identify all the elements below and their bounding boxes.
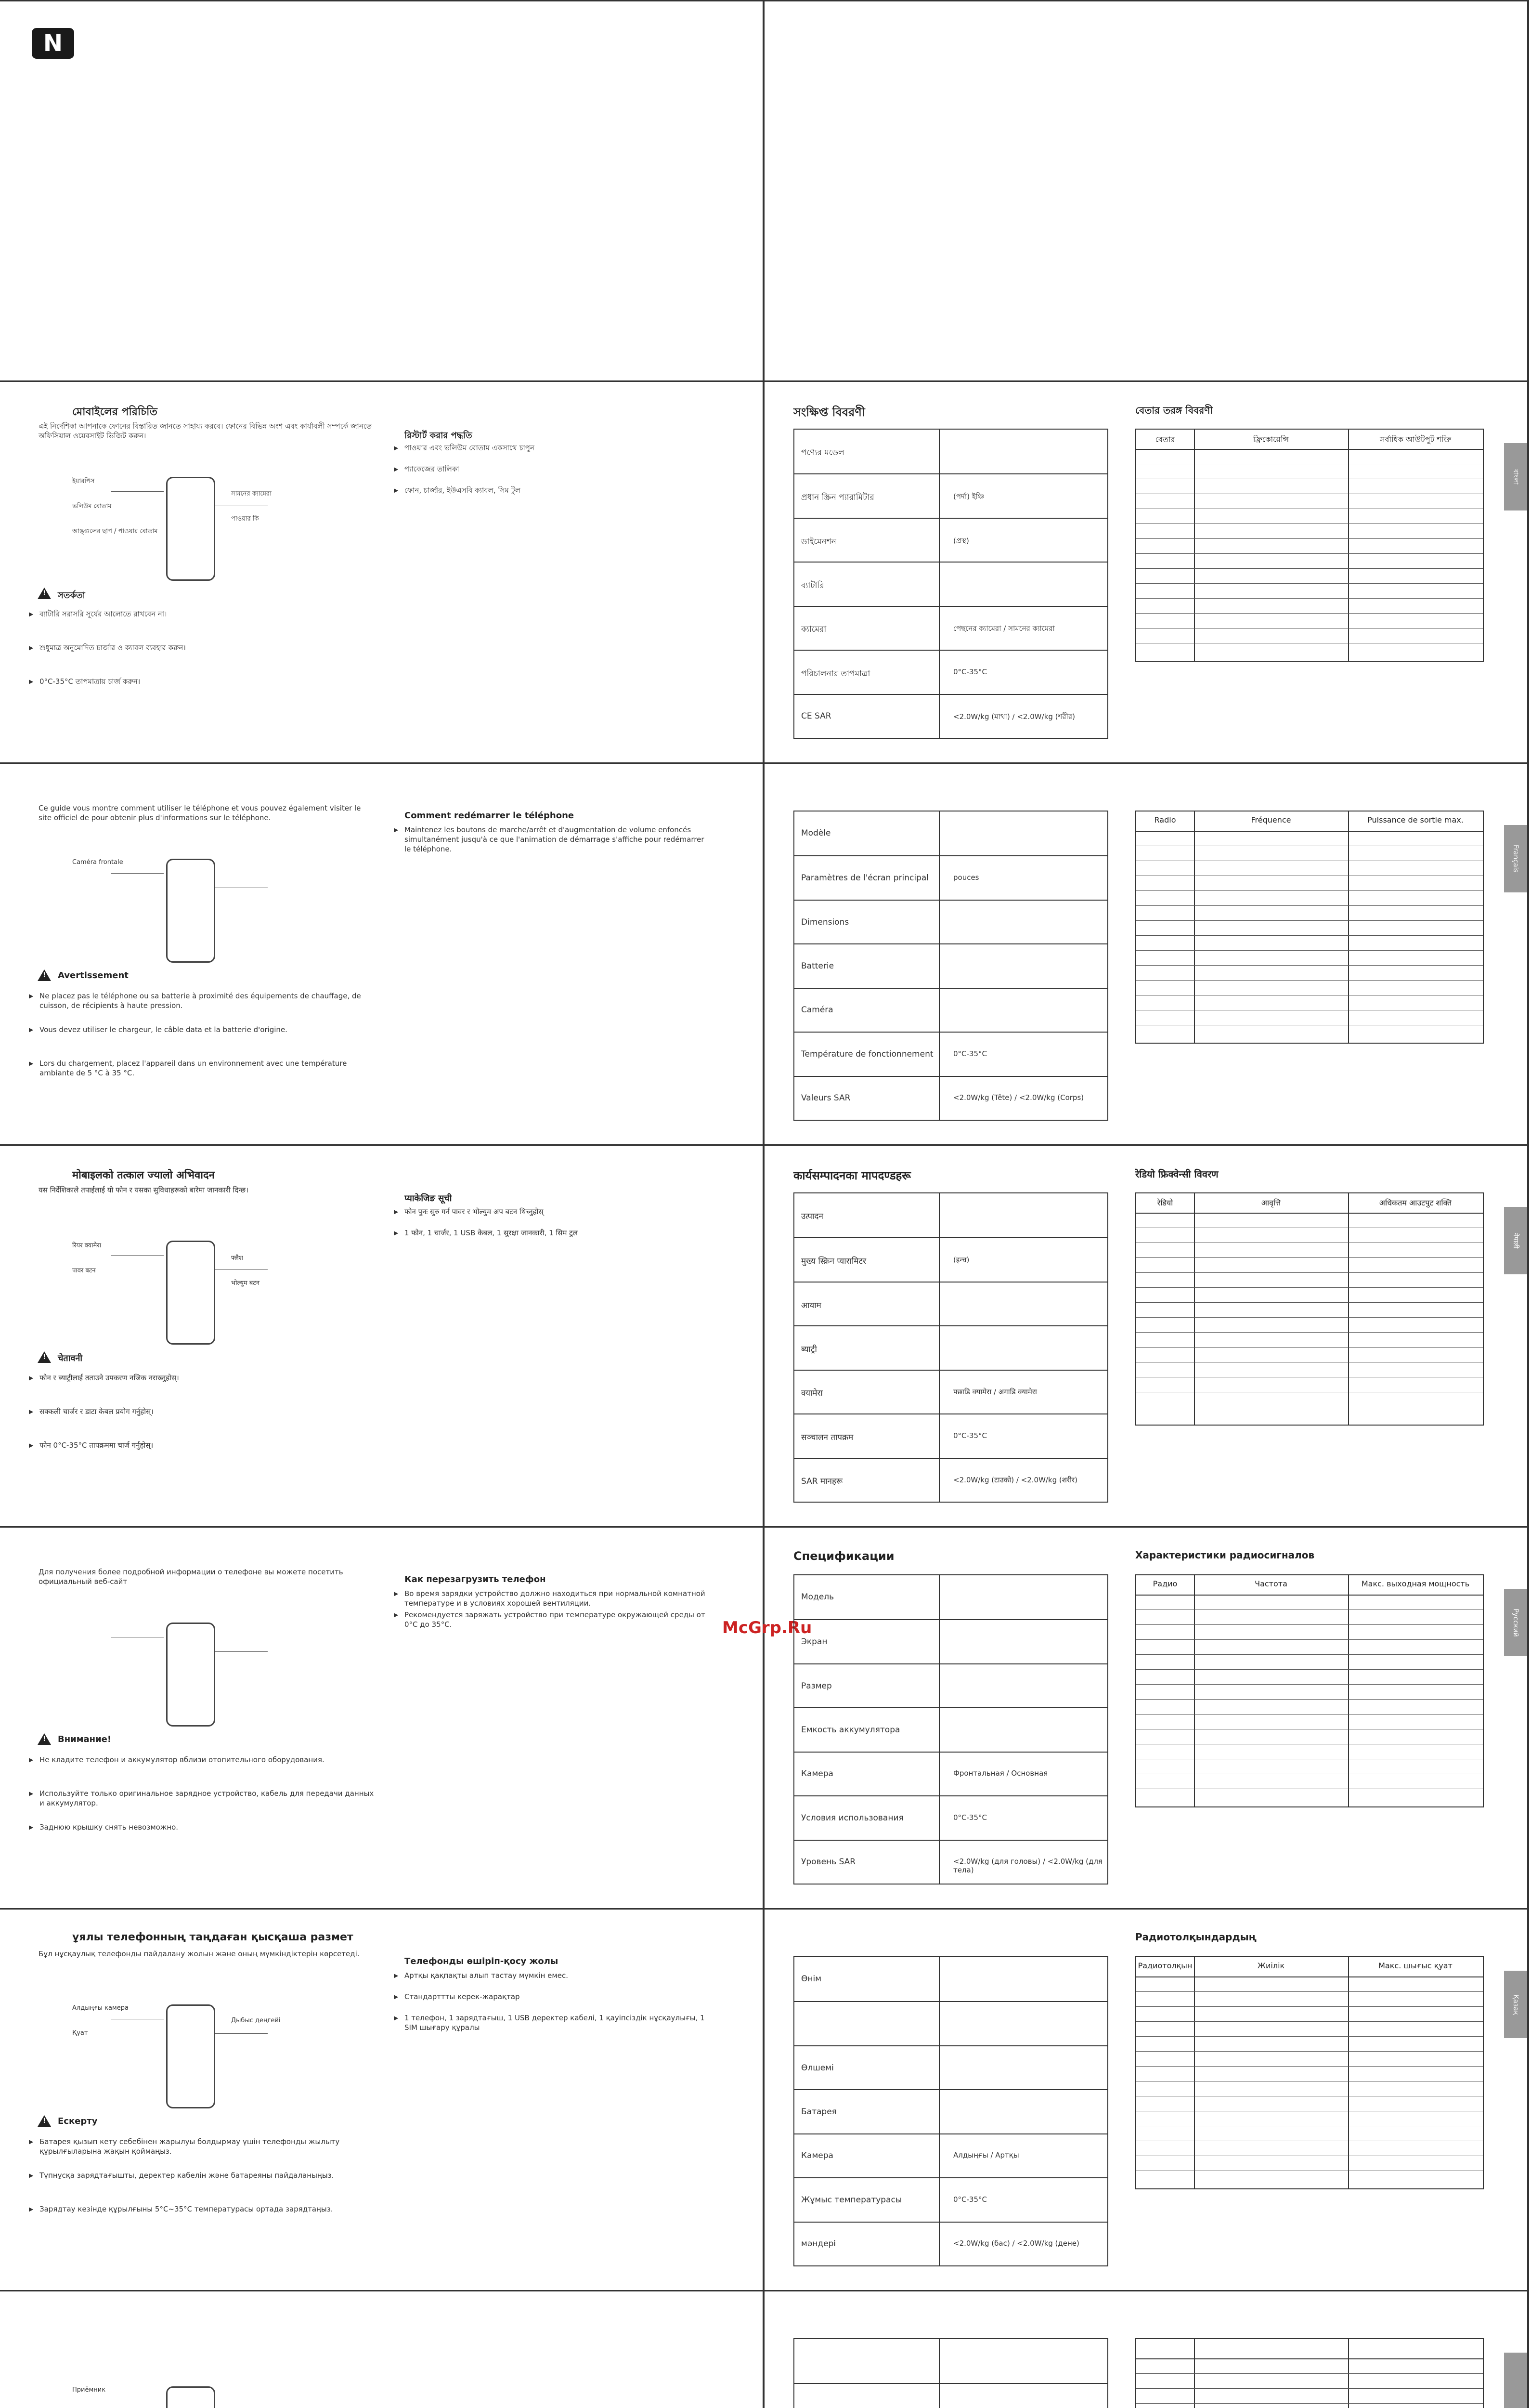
intro-panel — [0, 1526, 763, 1908]
rf-table — [1135, 2338, 1484, 2408]
rf-row — [1136, 965, 1483, 966]
callout-leader — [111, 873, 164, 874]
spec-row — [794, 900, 1107, 944]
spec-table — [793, 429, 1108, 739]
callout-label: Дыбыс деңгейі — [231, 2017, 281, 2024]
warning-bullet: ▶ ব্যাটারি সরাসরি সূর্যের আলোতে রাখবেন না। — [39, 609, 376, 619]
rf-row — [1136, 2403, 1483, 2404]
callout-label: Приёмник — [72, 2386, 106, 2394]
spec-row — [794, 606, 1107, 651]
spec-label: Модель — [801, 1592, 834, 1602]
warning-bullet: ▶ Lors du chargement, placez l'appareil dans un environnement avec une température ambiante de 5 °C à 35 °C. — [39, 1059, 376, 1078]
warning-icon — [38, 2115, 51, 2127]
section-heading: ұялы телефонның таңдаған қысқаша размет — [72, 1931, 353, 1943]
spec-divider — [939, 1957, 940, 2265]
spec-divider — [939, 2339, 940, 2408]
spec-label: क्यामेरा — [801, 1388, 823, 1399]
spec-label: Камера — [801, 1769, 833, 1779]
spec-row — [794, 1840, 1107, 1885]
spec-label: आयाम — [801, 1300, 821, 1310]
rf-column-divider — [1194, 1575, 1195, 1806]
callout-leader — [215, 2033, 268, 2034]
warning-bullet: ▶ শুধুমাত্র অনুমোদিত চার্জার ও ক্যাবল ব্যবহার করুন। — [39, 643, 376, 653]
rf-column-divider — [1348, 1957, 1349, 2188]
rf-column-divider — [1194, 430, 1195, 661]
callout-label: সামনের ক্যামেরা — [231, 490, 272, 497]
phone-illustration — [166, 2004, 215, 2108]
spec-label: SAR मानहरू — [801, 1477, 843, 1487]
restart-line: ▶ Артқы қақпақты алып тастау мүмкін емес. — [404, 1971, 713, 1980]
spec-value: 0°C-35°C — [953, 1431, 987, 1440]
intro-text: এই নির্দেশিকা আপনাকে ফোনের বিস্তারিত জানতে সাহায্য করবে। ফোনের বিভিন্ন অংশ এবং কার্যাবলী সম্পর্কে জানতে অফিসিয়াল ওয়েবসাইট ভিজিট করুন। — [39, 422, 372, 440]
section-heading: मोबाइलको तत्काल ज्यालो अभिवादन — [72, 1169, 215, 1181]
spec-row — [794, 1325, 1107, 1370]
restart-title: Как перезагрузить телефон — [404, 1574, 546, 1584]
spec-row — [794, 473, 1107, 518]
callout-label: পাওয়ার কি — [231, 515, 259, 523]
rf-table — [1135, 1956, 1484, 2189]
warning-bullet: ▶ Заднюю крышку снять невозможно. — [39, 1822, 376, 1832]
restart-line: ▶ 1 फोन, 1 चार्जर, 1 USB केबल, 1 सुरक्षा जानकारी, 1 सिम टुल — [404, 1228, 713, 1238]
spec-value: <2.0W/kg (Tête) / <2.0W/kg (Corps) — [953, 1093, 1084, 1102]
spec-label: Размер — [801, 1681, 832, 1691]
rf-row — [1136, 2021, 1483, 2022]
restart-line: ▶ পাওয়ার এবং ভলিউম বোতাম একসাথে চাপুন — [404, 443, 713, 453]
spec-table — [793, 1192, 1108, 1503]
spec-label: Température de fonctionnement — [801, 1049, 934, 1059]
rf-column-header: Макс. шығыс қуат — [1378, 1961, 1453, 1970]
rf-table — [1135, 1574, 1484, 1807]
spec-panel — [765, 2290, 1527, 2408]
language-tab[interactable]: Қазақ — [1504, 1971, 1527, 2038]
rf-row — [1136, 905, 1483, 906]
rf-row — [1136, 2388, 1483, 2389]
rf-row — [1136, 1639, 1483, 1640]
spec-row — [794, 1575, 1107, 1619]
rf-row — [1136, 1669, 1483, 1670]
rf-column-divider — [1194, 1193, 1195, 1425]
warning-bullet: ▶ Зарядтау кезінде құрылғыны 5°C~35°C температурасы ортада зарядтаңыз. — [39, 2204, 376, 2214]
rf-row — [1136, 1684, 1483, 1685]
spec-label: Caméra — [801, 1005, 833, 1015]
rf-title: रेडियो फ्रिक्वेन्सी विवरण — [1135, 1168, 1219, 1180]
rf-row — [1136, 1699, 1483, 1700]
spec-row — [794, 1282, 1107, 1326]
spec-label: мәндері — [801, 2239, 836, 2249]
rf-column-header: ফ্রিকোয়েন্সি — [1253, 435, 1289, 444]
rf-row — [1136, 1257, 1483, 1258]
rf-column-header: आवृत्ति — [1261, 1198, 1281, 1207]
spec-row — [794, 1707, 1107, 1752]
warning-icon — [38, 1351, 51, 1363]
rf-header — [1136, 430, 1483, 450]
callout-label: रियर क्यामेरा — [72, 1242, 101, 1249]
spec-value: Алдыңғы / Артқы — [953, 2151, 1019, 2160]
restart-line: ▶ Во время зарядки устройство должно находиться при нормальной комнатной температуре и в условиях хорошей вентиляции. — [404, 1589, 713, 1608]
restart-line: ▶ फोन पुनः सुरु गर्न पावर र भोल्युम अप बटन थिच्नुहोस् — [404, 1207, 713, 1217]
rf-table — [1135, 1192, 1484, 1426]
language-tab[interactable]: नेपाली — [1504, 1207, 1527, 1274]
spec-label: Жұмыс температурасы — [801, 2195, 902, 2205]
rf-column-divider — [1194, 811, 1195, 1043]
warning-title: Внимание! — [58, 1734, 112, 1744]
spec-row — [794, 2383, 1107, 2408]
spec-label: Уровень SAR — [801, 1857, 856, 1867]
spec-table — [793, 811, 1108, 1121]
restart-title: Телефонды өшіріп-қосу жолы — [404, 1956, 558, 1966]
phone-illustration — [166, 477, 215, 581]
spec-panel — [765, 380, 1527, 762]
spec-label: প্রধান স্ক্রিন প্যারামিটার — [801, 493, 874, 503]
warning-bullet: ▶ Түпнұсқа зарядтағышты, деректер кабелін және батареяны пайдаланыңыз. — [39, 2171, 376, 2180]
rf-table — [1135, 811, 1484, 1044]
rf-column-header: সর্বাধিক আউটপুট শক্তি — [1379, 435, 1452, 444]
spec-label: Dimensions — [801, 917, 849, 927]
spec-label: Батарея — [801, 2107, 837, 2117]
intro-text: Для получения более подробной информации о телефоне вы можете посетить официальный веб-сайт — [39, 1568, 343, 1586]
rf-column-header: Radio — [1154, 815, 1176, 824]
spec-value: <2.0W/kg (для головы) / <2.0W/kg (для тела) — [953, 1857, 1103, 1875]
spec-row — [794, 811, 1107, 855]
intro-panel — [0, 762, 763, 1144]
restart-line: ▶ ফোন, চার্জার, ইউএসবি ক্যাবল, সিম টুল — [404, 485, 713, 495]
rf-row — [1136, 2051, 1483, 2052]
spec-row — [794, 855, 1107, 900]
callout-label: ভলিউম বোতাম — [72, 503, 112, 510]
spec-title: Спецификации — [793, 1549, 895, 1563]
rf-row — [1136, 1991, 1483, 1992]
restart-line: ▶ Maintenez les boutons de marche/arrêt et d'augmentation de volume enfoncés simultanément jusqu'à ce que l'animation de démarrage s'affiche pour redémarrer le téléphone. — [404, 825, 713, 854]
section-heading: মোবাইলের পরিচিতি — [72, 406, 157, 418]
spec-table — [793, 1956, 1108, 2266]
rf-row — [1136, 890, 1483, 891]
warning-bullet: ▶ फोन र ब्याट्रीलाई तताउने उपकरण नजिक नराख्नुहोस्। — [39, 1373, 376, 1383]
phone-illustration — [166, 1241, 215, 1345]
spec-table — [793, 2338, 1108, 2408]
rf-row — [1136, 613, 1483, 614]
spec-row — [794, 2001, 1107, 2046]
spec-value: <2.0W/kg (бас) / <2.0W/kg (дене) — [953, 2239, 1079, 2248]
spec-label: Условия использования — [801, 1813, 904, 1823]
spec-label: सञ्चालन तापक्रम — [801, 1432, 854, 1442]
callout-label: আঙ্গুলের ছাপ / পাওয়ার বোতাম — [72, 528, 158, 535]
language-tab[interactable]: Français — [1504, 825, 1527, 892]
rf-column-divider — [1348, 1193, 1349, 1425]
language-tab[interactable]: বাংলা — [1504, 443, 1527, 510]
warning-icon — [38, 1733, 51, 1745]
warning-bullet: ▶ सक्कली चार्जर र डाटा केबल प्रयोग गर्नुहोस्। — [39, 1407, 376, 1416]
spec-row — [794, 1032, 1107, 1076]
spec-label: Экран — [801, 1637, 828, 1647]
rf-row — [1136, 1272, 1483, 1273]
spec-row — [794, 1193, 1107, 1237]
spec-panel — [765, 1144, 1527, 1526]
warning-bullet: ▶ Не кладите телефон и аккумулятор вблизи отопительного оборудования. — [39, 1755, 376, 1765]
spec-value: পেছনের ক্যামেরা / সামনের ক্যামেরা — [953, 624, 1055, 633]
spec-row — [794, 1752, 1107, 1796]
intro-panel — [0, 2290, 763, 2408]
rf-column-header: Макс. выходная мощность — [1361, 1579, 1470, 1588]
spec-divider — [939, 811, 940, 1120]
fold-line — [0, 0, 1527, 1]
rf-row — [1136, 538, 1483, 539]
rf-header — [1136, 2339, 1483, 2359]
rf-title: Характеристики радиосигналов — [1135, 1549, 1315, 1561]
rf-column-header: अधिकतम आउटपुट शक्ति — [1379, 1198, 1452, 1207]
rf-column-divider — [1194, 1957, 1195, 2188]
callout-label: फ्लैश — [231, 1255, 243, 1262]
spec-panel — [765, 1526, 1527, 1908]
rf-column-header: Puissance de sortie max. — [1367, 815, 1464, 824]
spec-label: ब्याट्री — [801, 1344, 817, 1354]
spec-row — [794, 2222, 1107, 2266]
nfc-icon: N — [32, 28, 74, 59]
spec-row — [794, 2133, 1107, 2178]
restart-line: ▶ প্যাকেজের তালিকা — [404, 464, 713, 474]
spec-label: ক্যামেরা — [801, 625, 827, 635]
rf-row — [1136, 1347, 1483, 1348]
rf-column-header: Радиотолқын — [1138, 1961, 1193, 1970]
spec-label: ডাইমেনশন — [801, 537, 836, 547]
intro-panel — [0, 380, 763, 762]
rf-row — [1136, 583, 1483, 584]
watermark: McGrp.Ru — [722, 1618, 812, 1637]
spec-divider — [939, 430, 940, 738]
rf-row — [1136, 568, 1483, 569]
rf-row — [1136, 1287, 1483, 1288]
intro-panel — [0, 1908, 763, 2290]
spec-table — [793, 1574, 1108, 1885]
rf-row — [1136, 1624, 1483, 1625]
rf-row — [1136, 2006, 1483, 2007]
spec-value: <2.0W/kg (टाउको) / <2.0W/kg (शरीर) — [953, 1476, 1077, 1485]
warning-title: সতর্কতা — [58, 590, 85, 601]
spec-row — [794, 1957, 1107, 2001]
warning-icon — [38, 588, 51, 599]
spec-title: कार्यसम्पादनका मापदण्डहरू — [793, 1169, 911, 1182]
spec-label: ব্যাটারি — [801, 580, 824, 590]
rf-row — [1136, 920, 1483, 921]
rf-column-header: Радио — [1153, 1579, 1178, 1588]
spec-row — [794, 2339, 1107, 2383]
spec-label: Batterie — [801, 961, 834, 971]
rf-column-header: বেতার — [1155, 435, 1175, 444]
spec-row — [794, 2177, 1107, 2222]
callout-label: Қуат — [72, 2029, 88, 2037]
restart-title: प्याकेजिङ सूची — [404, 1193, 452, 1204]
spec-label: Valeurs SAR — [801, 1093, 851, 1103]
spec-row — [794, 2045, 1107, 2090]
phone-illustration — [166, 859, 215, 963]
warning-bullet: ▶ Ne placez pas le téléphone ou sa batterie à proximité des équipements de chauffage, de cuisson, de récipients à haute pression. — [39, 991, 376, 1010]
spec-panel — [765, 1908, 1527, 2290]
restart-title: রিস্টার্ট করার পদ্ধতি — [404, 431, 472, 441]
intro-text: यस निर्देशिकाले तपाईंलाई यो फोन र यसका सुविधाहरूको बारेमा जानकारी दिन्छ। — [39, 1186, 248, 1194]
spec-label: Камера — [801, 2151, 833, 2161]
spec-row — [794, 2089, 1107, 2134]
callout-leader — [111, 1255, 164, 1256]
spec-row — [794, 430, 1107, 473]
spec-row — [794, 1413, 1107, 1458]
spec-row — [794, 518, 1107, 563]
phone-illustration — [166, 2386, 215, 2408]
restart-line: ▶ Стандарттты керек-жарақтар — [404, 1992, 713, 2002]
spec-divider — [939, 1575, 940, 1884]
rf-title: বেতার তরঙ্গ বিবরণী — [1135, 405, 1213, 416]
spec-label: मुख्य स्क्रिन प्यारामिटर — [801, 1256, 867, 1267]
rf-column-header: Fréquence — [1251, 815, 1291, 824]
spec-label: Өлшемі — [801, 2063, 834, 2073]
rf-header — [1136, 1957, 1483, 1977]
rf-title: Радиотолқындардың — [1135, 1931, 1257, 1943]
language-tab[interactable]: Русский — [1504, 1589, 1527, 1656]
intro-panel — [0, 1144, 763, 1526]
rf-row — [1136, 2036, 1483, 2037]
warning-bullet: ▶ Используйте только оригинальное зарядное устройство, кабель для передачи данных и аккумулятор. — [39, 1789, 376, 1808]
spec-row — [794, 694, 1107, 739]
warning-title: Avertissement — [58, 970, 129, 981]
callout-leader — [215, 1651, 268, 1652]
spec-label: CE SAR — [801, 711, 831, 721]
spec-value: Фронтальная / Основная — [953, 1769, 1048, 1778]
rf-header — [1136, 1193, 1483, 1214]
warning-title: चेतावनी — [58, 1353, 83, 1363]
spec-value: 0°C-35°C — [953, 667, 987, 676]
spec-row — [794, 1237, 1107, 1282]
restart-title: Comment redémarrer le téléphone — [404, 811, 574, 821]
rf-table — [1135, 429, 1484, 662]
spec-label: Modèle — [801, 828, 831, 838]
rf-row — [1136, 523, 1483, 524]
rf-row — [1136, 1332, 1483, 1333]
rf-row — [1136, 935, 1483, 936]
spec-row — [794, 1370, 1107, 1414]
rf-header — [1136, 811, 1483, 832]
phone-illustration — [166, 1623, 215, 1727]
rf-row — [1136, 1302, 1483, 1303]
spec-row — [794, 1076, 1107, 1121]
rf-row — [1136, 980, 1483, 981]
spec-value: पछाडि क्यामेरा / अगाडि क्यामेरा — [953, 1387, 1037, 1397]
spec-label: পরিচালনার তাপমাত্রা — [801, 668, 870, 679]
spec-label: পণ্যের মডেল — [801, 447, 844, 458]
rf-row — [1136, 950, 1483, 951]
rf-header — [1136, 1575, 1483, 1596]
spec-label: Өнім — [801, 1974, 822, 1984]
rf-row — [1136, 598, 1483, 599]
rf-column-divider — [1348, 811, 1349, 1043]
spec-value: (इन्च) — [953, 1256, 970, 1265]
spec-row — [794, 1663, 1107, 1708]
spec-value: 0°C-35°C — [953, 2195, 987, 2204]
callout-leader — [215, 1269, 268, 1270]
rf-row — [1136, 1654, 1483, 1655]
callout-label: Алдыңғы камера — [72, 2004, 129, 2012]
restart-line: ▶ Рекомендуется заряжать устройство при температуре окружающей среды от 0°C до 35°C. — [404, 1610, 713, 1629]
spec-row — [794, 943, 1107, 988]
spec-value: <2.0W/kg (মাথা) / <2.0W/kg (শরীর) — [953, 712, 1075, 721]
spec-row — [794, 562, 1107, 606]
spec-row — [794, 650, 1107, 694]
spec-title: সংক্ষিপ্ত বিবরণী — [793, 406, 865, 419]
callout-label: ইয়ারপিস — [72, 478, 95, 485]
intro-text: Ce guide vous montre comment utiliser le téléphone et vous pouvez également visiter le site officiel de pour obtenir plus d'informations sur le téléphone. — [39, 804, 361, 822]
rf-column-header: रेडियो — [1157, 1198, 1173, 1207]
rf-column-header: Жиілік — [1257, 1961, 1285, 1970]
spec-row — [794, 1795, 1107, 1840]
spec-label: उत्पादन — [801, 1211, 823, 1221]
warning-bullet: ▶ Батарея қызып кету себебінен жарылуы болдырмау үшін телефонды жылыту құрылғыларына жақын қоймаңыз. — [39, 2137, 376, 2156]
spec-label: Paramètres de l'écran principal — [801, 873, 929, 883]
spec-row — [794, 1458, 1107, 1503]
language-tab[interactable] — [1504, 2353, 1527, 2408]
spec-panel — [765, 762, 1527, 1144]
callout-label: पावर बटन — [72, 1267, 96, 1274]
rf-column-divider — [1348, 430, 1349, 661]
spec-row — [794, 1619, 1107, 1664]
warning-bullet: ▶ फोन 0°C-35°C तापक्रममा चार्ज गर्नुहोस्। — [39, 1440, 376, 1450]
spec-value: 0°C-35°C — [953, 1813, 987, 1822]
callout-label: Caméra frontale — [72, 859, 123, 866]
spec-value: (প্রস্থ) — [953, 536, 969, 545]
callout-label: भोल्युम बटन — [231, 1280, 260, 1287]
callout-leader — [111, 491, 164, 492]
spec-value: pouces — [953, 873, 979, 882]
warning-icon — [38, 969, 51, 981]
spec-divider — [939, 1193, 940, 1502]
rf-row — [1136, 553, 1483, 554]
rf-row — [1136, 2373, 1483, 2374]
rf-column-divider — [1348, 1575, 1349, 1806]
rf-column-header: Частота — [1255, 1579, 1287, 1588]
warning-bullet: ▶ 0°C-35°C তাপমাত্রায় চার্জ করুন। — [39, 677, 376, 686]
spec-value: 0°C-35°C — [953, 1049, 987, 1058]
warning-title: Ескерту — [58, 2116, 98, 2126]
rf-row — [1136, 1317, 1483, 1318]
restart-line: ▶ 1 телефон, 1 зарядтағыш, 1 USB деректер кабелі, 1 қауіпсіздік нұсқаулығы, 1 SIM шығару құралы — [404, 2013, 713, 2032]
rf-row — [1136, 2066, 1483, 2067]
spec-row — [794, 988, 1107, 1033]
spec-value: (পর্দা) ইঞ্চি — [953, 492, 985, 501]
spec-label: Емкость аккумулятора — [801, 1725, 900, 1735]
intro-text: Бұл нұсқаулық телефонды пайдалану жолын және оның мүмкіндіктерін көрсетеді. — [39, 1950, 360, 1958]
warning-bullet: ▶ Vous devez utiliser le chargeur, le câble data et la batterie d'origine. — [39, 1025, 376, 1034]
